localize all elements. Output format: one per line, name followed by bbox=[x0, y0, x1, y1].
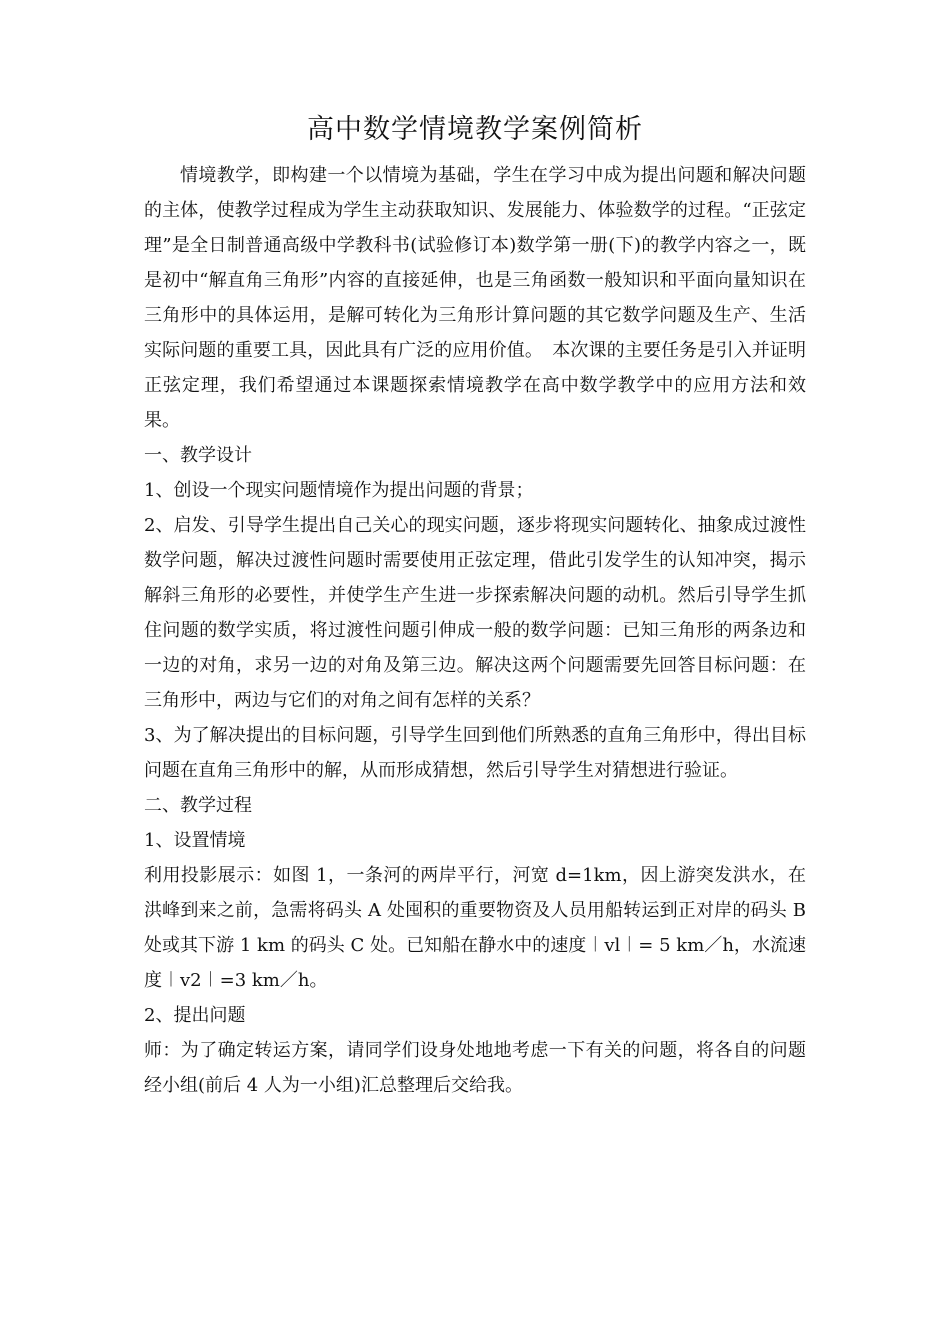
design-item-1: 1、创设一个现实问题情境作为提出问题的背景； bbox=[144, 480, 534, 501]
document-title: 高中数学情境教学案例简析 bbox=[307, 114, 643, 145]
design-item-2: 2、启发、引导学生提出自己关心的现实问题，逐步将现实问题转化、抽象成过渡性数学问题，解决过渡性问题时需要使用正弦定理，借此引发学生的认知冲突，揭示解斜三角形的必要性，并使学生产生进一步探索解决问题的动机。然后引导学生抓住问题的数学实质，将过渡性问题引伸成一般的数学问题：已知三角形的两条边和一边的对角，求另一边的对角及第三边。解决这两个问题需要先回答目标问题：在三角形中，两边与它们的对角之间有怎样的关系？ bbox=[144, 515, 806, 711]
section-heading-process: 二、教学过程 bbox=[144, 795, 252, 816]
intro-paragraph: 情境教学，即构建一个以情境为基础，学生在学习中成为提出问题和解决问题的主体，使教学过程成为学生主动获取知识、发展能力、体验数学的过程。“正弦定理”是全日制普通高级中学教科书(试验修订本)数学第一册(下)的教学内容之一，既是初中“解直角三角形”内容的直接延伸，也是三角函数一般知识和平面向量知识在三角形中的具体运用，是解可转化为三角形计算问题的其它数学问题及生产、生活实际问题的重要工具，因此具有广泛的应用价值。 本次课的主要任务是引入并证明正弦定理，我们希望通过本课题探索情境教学在高中数学教学中的应用方法和效果。 bbox=[144, 165, 806, 431]
process-item-2-heading: 2、提出问题 bbox=[144, 1005, 246, 1026]
process-item-1-text: 利用投影展示：如图 1，一条河的两岸平行，河宽 d=1km，因上游突发洪水，在洪峰到来之前，急需将码头 A 处囤积的重要物资及人员用船转运到正对岸的码头 B 处或其下游 1 km 的码头 C 处。已知船在静水中的速度︱vl︱= 5 km／h，水流速度︱v2︱=3 km／h。 bbox=[144, 865, 806, 991]
section-heading-design: 一、教学设计 bbox=[144, 445, 252, 466]
design-item-3: 3、为了解决提出的目标问题，引导学生回到他们所熟悉的直角三角形中，得出目标问题在直角三角形中的解，从而形成猜想，然后引导学生对猜想进行验证。 bbox=[144, 725, 806, 781]
process-item-1-heading: 1、设置情境 bbox=[144, 830, 246, 851]
process-item-2-text: 师：为了确定转运方案，请同学们设身处地地考虑一下有关的问题，将各自的问题经小组(前后 4 人为一小组)汇总整理后交给我。 bbox=[144, 1040, 806, 1096]
document-page bbox=[144, 108, 806, 1103]
